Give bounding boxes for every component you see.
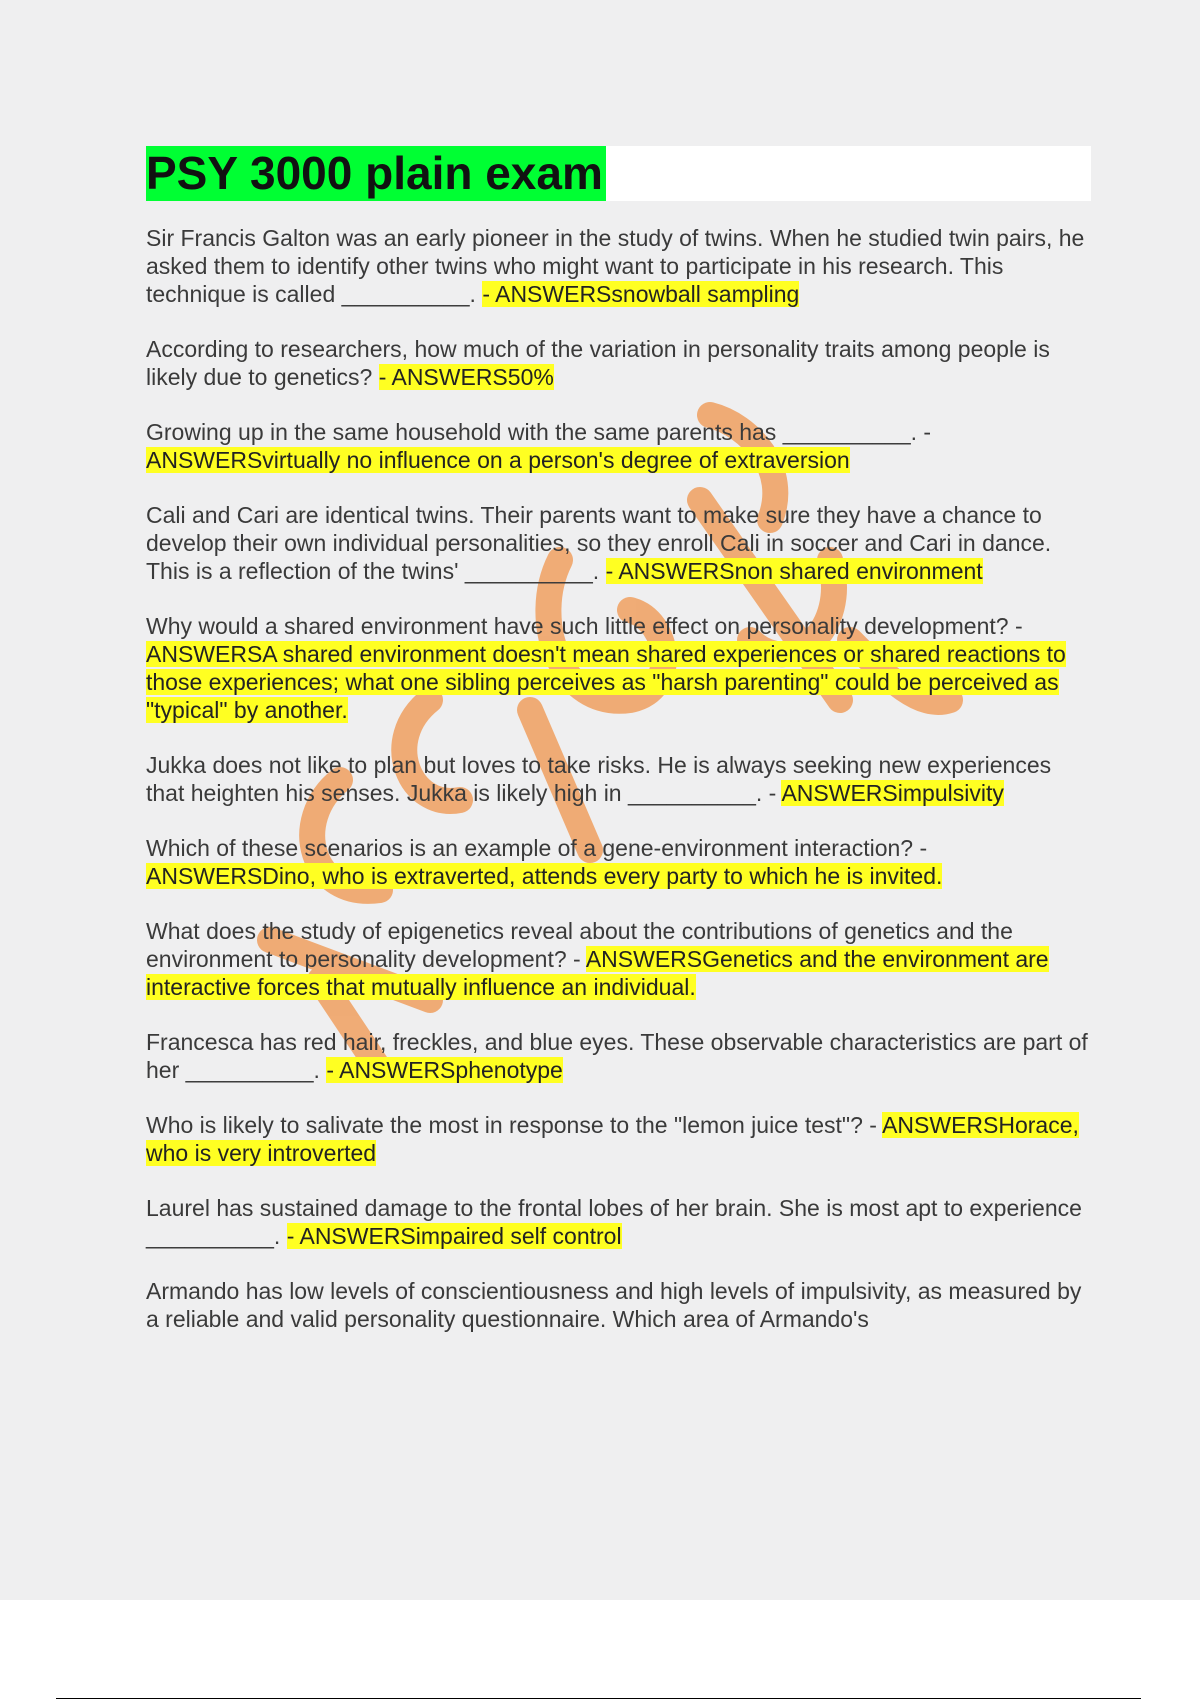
qa-item xyxy=(146,1111,1091,1167)
question-text: Growing up in the same household with the same parents has __________. - xyxy=(146,419,932,445)
answer-text: ANSWERSimpulsivity xyxy=(781,780,1004,806)
qa-list xyxy=(146,224,1091,1360)
answer-text: ANSWERSDino, who is extraverted, attends every party to which he is invited. xyxy=(146,863,943,889)
answer-text: - ANSWERS50% xyxy=(378,364,554,390)
question-text: Cali and Cari are identical twins. Their parents want to make sure they have a chance to develop their own individual personalities, so they enroll Cali in soccer and Cari in dance. This is a reflection of the twins' __________. xyxy=(146,502,1052,584)
footer-rule xyxy=(56,1698,1141,1699)
qa-item xyxy=(146,917,1091,1001)
qa-item xyxy=(146,418,1091,474)
qa-item xyxy=(146,612,1091,724)
question-text: Who is likely to salivate the most in response to the "lemon juice test"? - xyxy=(146,1112,883,1138)
qa-item xyxy=(146,224,1091,308)
qa-item xyxy=(146,335,1091,391)
answer-text: - ANSWERSsnowball sampling xyxy=(482,281,800,307)
answer-text: - ANSWERSnon shared environment xyxy=(605,558,983,584)
qa-item xyxy=(146,1277,1091,1333)
question-text: Laurel has sustained damage to the frontal lobes of her brain. She is most apt to experience __________. xyxy=(146,1195,1082,1249)
answer-text: - ANSWERSimpaired self control xyxy=(286,1223,622,1249)
qa-item xyxy=(146,1028,1091,1084)
qa-item xyxy=(146,751,1091,807)
question-text: What does the study of epigenetics reveal about the contributions of genetics and the environment to personality development? - xyxy=(146,918,1013,972)
document-title: PSY 3000 plain exam xyxy=(146,146,606,201)
answer-text: ANSWERSvirtually no influence on a person's degree of extraversion xyxy=(146,447,850,473)
qa-item xyxy=(146,834,1091,890)
question-text: Which of these scenarios is an example of a gene-environment interaction? - xyxy=(146,835,928,861)
answer-text: ANSWERSGenetics and the environment are interactive forces that mutually influence an individual. xyxy=(146,946,1049,1000)
qa-item xyxy=(146,501,1091,585)
answer-text: ANSWERSA shared environment doesn't mean shared experiences or shared reactions to those experiences; what one sibling perceives as "harsh parenting" could be perceived as "typical" by another. xyxy=(146,641,1066,723)
question-text: Armando has low levels of conscientiousness and high levels of impulsivity, as measured by a reliable and valid personality questionnaire. Which area of Armando's xyxy=(146,1278,1082,1332)
question-text: Why would a shared environment have such little effect on personality development? - xyxy=(146,613,1023,639)
question-text: Jukka does not like to plan but loves to take risks. He is always seeking new experiences that heighten his senses. Jukka is likely high in __________. - xyxy=(146,752,1052,806)
question-text: Sir Francis Galton was an early pioneer in the study of twins. When he studied twin pairs, he asked them to identify other twins who might want to participate in his research. This technique is called __________. xyxy=(146,225,1085,307)
answer-text: ANSWERSHorace, who is very introverted xyxy=(146,1112,1079,1166)
answer-text: - ANSWERSphenotype xyxy=(326,1057,563,1083)
question-text: Francesca has red hair, freckles, and blue eyes. These observable characteristics are part of her __________. xyxy=(146,1029,1088,1083)
question-text: According to researchers, how much of the variation in personality traits among people is likely due to genetics? xyxy=(146,336,1050,390)
qa-item xyxy=(146,1194,1091,1250)
